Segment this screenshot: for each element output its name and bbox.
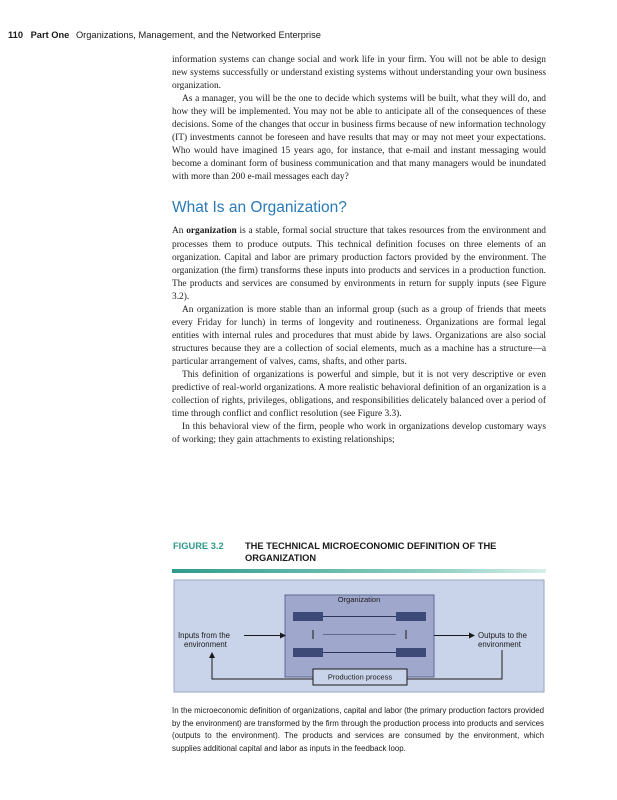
paragraph: As a manager, you will be the one to decide which systems will be built, what they will do, and how they will be implemented. You may not be able to anticipate all of the consequences of these decisions. Some of the changes that occur in business firms because of new information technology (IT) investments cannot be foreseen and have results that may or may not meet your expectations. Who would have imagined 15 years ago, for instance, that e-mail and instant messaging would become a dominant form of business communication and that many managers would be inundated with more than 200 e-mail messages each day? <box>172 94 546 183</box>
production-block <box>293 648 323 657</box>
section-heading: What Is an Organization? <box>172 199 347 217</box>
figure-title: THE TECHNICAL MICROECONOMIC DEFINITION OF THE ORGANIZATION <box>245 541 497 563</box>
figure-rule <box>172 569 546 573</box>
outputs-label: Outputs to the <box>478 631 527 640</box>
definition-prefix: An <box>172 226 187 237</box>
key-term: organization <box>186 226 237 237</box>
page-number: 110 <box>8 30 23 40</box>
figure-label: FIGURE 3.2 <box>173 541 224 551</box>
definition-rest: is a stable, formal social structure that takes resources from the environment and processes them to produce outputs. This technical definition focuses on three elements of an organization. Capital and labor are primary production factors provided by the environment. The organization (the firm) transforms these inputs into products and services in a production function. The products and services are consumed by environments in return for supply inputs (see Figure 3.2). <box>172 226 546 302</box>
production-block <box>293 612 323 621</box>
organization-box <box>285 595 434 677</box>
body-text <box>172 54 546 447</box>
production-block <box>396 648 426 657</box>
part-label: Part One <box>30 30 70 40</box>
inputs-label: environment <box>184 640 227 649</box>
organization-diagram <box>172 578 546 696</box>
production-process-label: Production process <box>327 672 393 682</box>
paragraph: information systems can change social and work life in your firm. You will not be able to design new systems successfully or understand existing systems without understanding your own business organization. <box>172 55 546 92</box>
paragraph: In this behavioral view of the firm, people who work in organizations develop customary ways of working; they gain attachments to existing relationships; <box>172 422 546 446</box>
outputs-label: environment <box>478 640 521 649</box>
book-title: Organizations, Management, and the Networked Enterprise <box>75 30 321 40</box>
paragraph: An organization is more stable than an informal group (such as a group of friends that meets every Friday for lunch) in terms of longevity and routineness. Organizations are formal legal entities with internal rules and procedures that must abide by laws. Organizations are also social structures because they are a collection of social elements, much as a machine has a structure—a particular arrangement of valves, cams, shafts, and other parts. <box>172 304 546 367</box>
paragraph: This definition of organizations is powerful and simple, but it is not very descriptive or even predictive of real-world organizations. A more realistic behavioral definition of an organization is a collection of rights, privileges, obligations, and responsibilities delicately balanced over a period of time through conflict and conflict resolution (see Figure 3.3). <box>172 369 546 420</box>
running-header <box>8 30 321 40</box>
definition-paragraph <box>172 225 546 303</box>
production-block <box>396 612 426 621</box>
inputs-label: Inputs from the <box>178 631 231 640</box>
figure-caption: In the microeconomic definition of organizations, capital and labor (the primary production factors provided by the environment) are transformed by the firm through the production process into products and services (outputs to the environment). The products and services are consumed by the environment, which supplies additional capital and labor as inputs in the feedback loop. <box>172 706 544 753</box>
organization-label: Organization <box>337 595 381 604</box>
